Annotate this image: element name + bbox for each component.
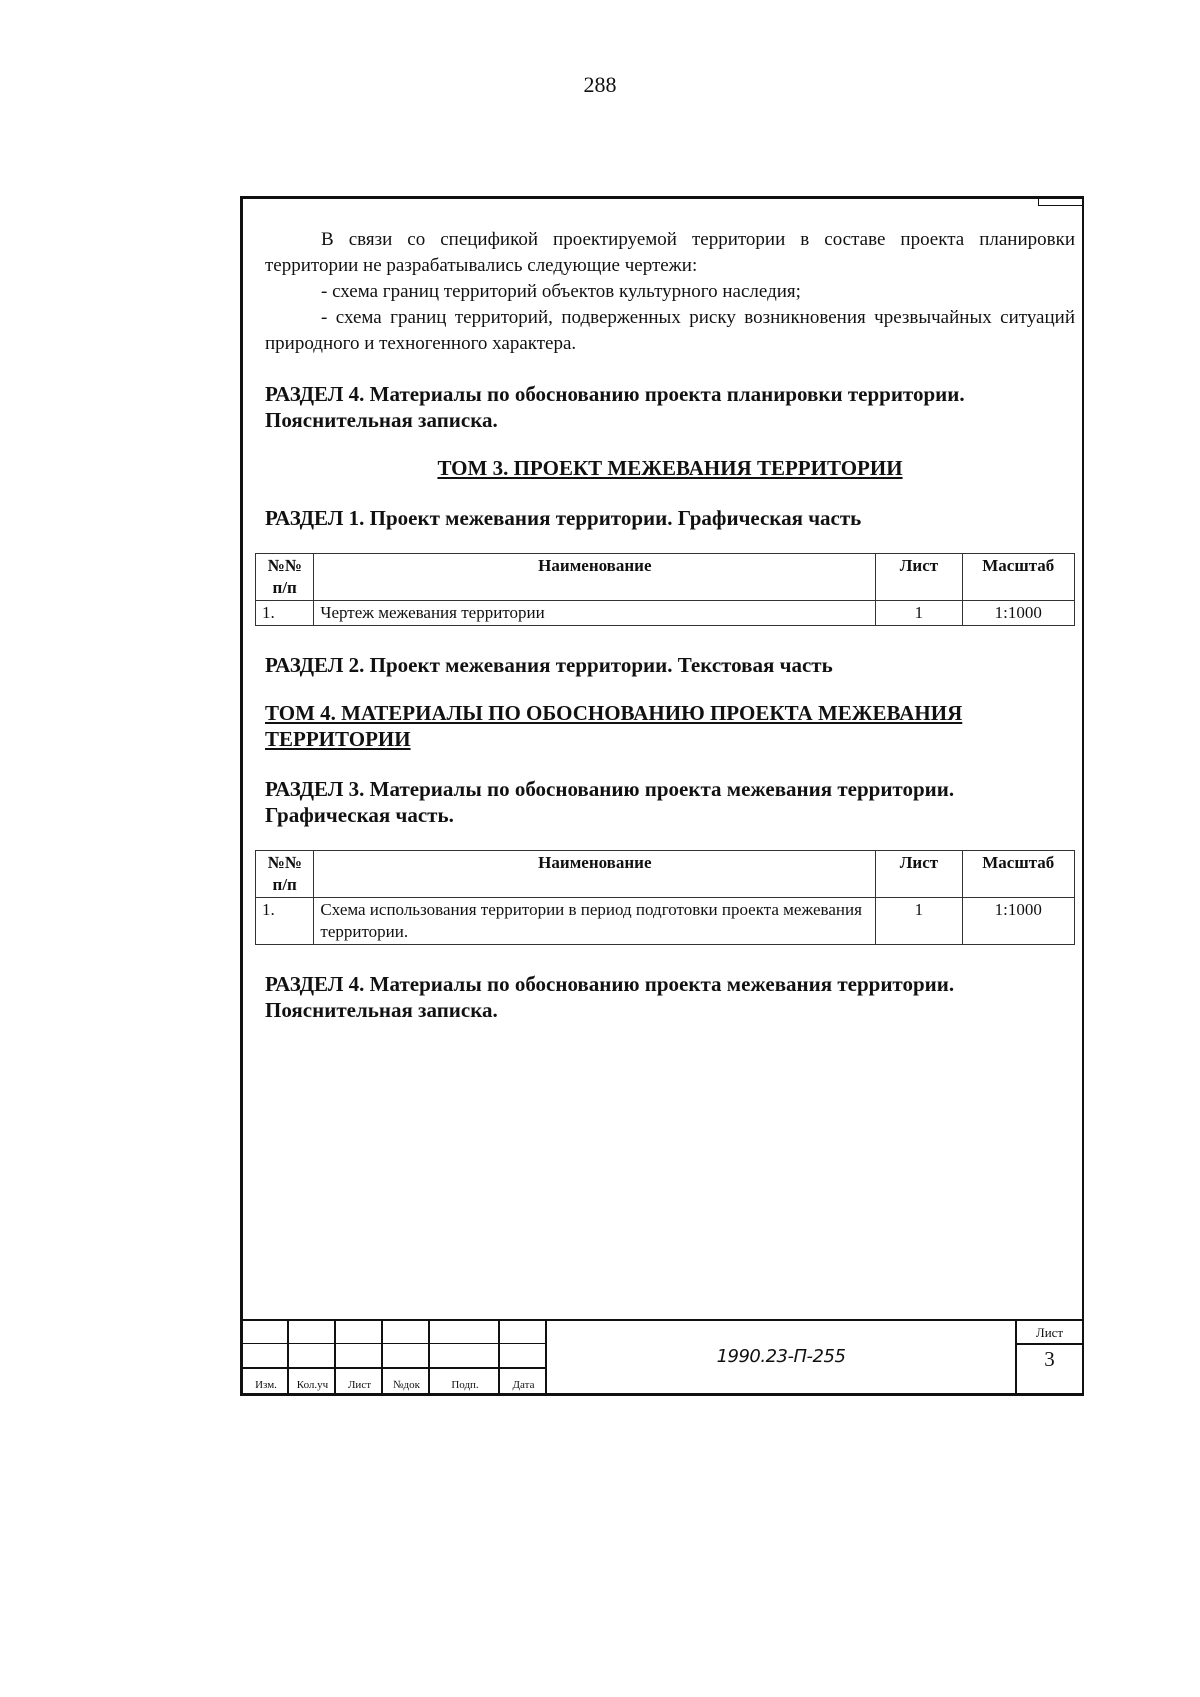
intro-paragraph: В связи со спецификой проектируемой территории в составе проекта планировки территории не разрабатывались следующие чертежи: [265, 229, 1075, 276]
drawings-table [255, 553, 1075, 626]
revision-label: Изм. [255, 1379, 277, 1391]
intro-list-item: - схема границ территорий, подверженных риску возникновения чрезвычайных ситуаций природного и техногенного характера. [265, 307, 1075, 354]
sheet-label: Лист [1017, 1323, 1082, 1345]
column-header: Лист [876, 851, 962, 898]
column-header: №№ п/п [256, 851, 314, 898]
page-number: 288 [583, 72, 617, 97]
table-cell: 1 [876, 601, 962, 626]
table-cell: 1:1000 [962, 898, 1074, 945]
table-row [256, 898, 1075, 945]
drawing-frame [240, 196, 1084, 1396]
document-code: 1990.23-П-255 [547, 1321, 1017, 1393]
table-header-row [256, 851, 1075, 898]
section-heading: РАЗДЕЛ 3. Материалы по обоснованию проекта межевания территории. Графическая часть. [265, 777, 955, 827]
volume-heading: ТОМ 3. ПРОЕКТ МЕЖЕВАНИЯ ТЕРРИТОРИИ [437, 456, 903, 480]
column-header: Наименование [314, 554, 876, 601]
column-header: №№ п/п [256, 554, 314, 601]
column-header: Масштаб [962, 554, 1074, 601]
revision-label: Кол.уч [296, 1379, 329, 1391]
title-block [243, 1319, 1082, 1393]
table-cell: Схема использования территории в период подготовки проекта межевания территории. [314, 898, 876, 945]
table-cell: 1:1000 [962, 601, 1074, 626]
section-heading: РАЗДЕЛ 2. Проект межевания территории. Текстовая часть [265, 653, 833, 677]
table-cell: 1 [876, 898, 962, 945]
table-cell: 1. [256, 898, 314, 945]
intro-list-item: - схема границ территорий объектов культурного наследия; [321, 281, 801, 302]
sheet-box [1017, 1321, 1082, 1393]
table-row [256, 601, 1075, 626]
revision-label: Лист [347, 1379, 372, 1391]
section-heading: РАЗДЕЛ 4. Материалы по обоснованию проекта межевания территории. Пояснительная записка. [265, 972, 955, 1022]
revision-label: Подп. [451, 1379, 479, 1391]
sheet-number: 3 [1044, 1347, 1055, 1371]
revision-grid [243, 1321, 547, 1393]
column-header: Лист [876, 554, 962, 601]
page-content [262, 227, 1075, 1023]
column-header: Масштаб [962, 851, 1074, 898]
section-heading: РАЗДЕЛ 1. Проект межевания территории. Графическая часть [265, 506, 862, 530]
drawings-table [255, 850, 1075, 945]
grid-row-line [243, 1367, 547, 1369]
table-cell: 1. [256, 601, 314, 626]
frame-corner-tab [1038, 196, 1084, 206]
table-cell: Чертеж межевания территории [314, 601, 876, 626]
volume-heading: ТОМ 4. МАТЕРИАЛЫ ПО ОБОСНОВАНИЮ ПРОЕКТА МЕЖЕВАНИЯ ТЕРРИТОРИИ [265, 701, 963, 751]
table-header-row [256, 554, 1075, 601]
revision-label: №док [393, 1379, 420, 1391]
grid-row-line [243, 1343, 547, 1344]
section-heading: РАЗДЕЛ 4. Материалы по обоснованию проекта планировки территории. Пояснительная записка. [265, 382, 965, 432]
column-header: Наименование [314, 851, 876, 898]
revision-label: Дата [512, 1379, 535, 1391]
